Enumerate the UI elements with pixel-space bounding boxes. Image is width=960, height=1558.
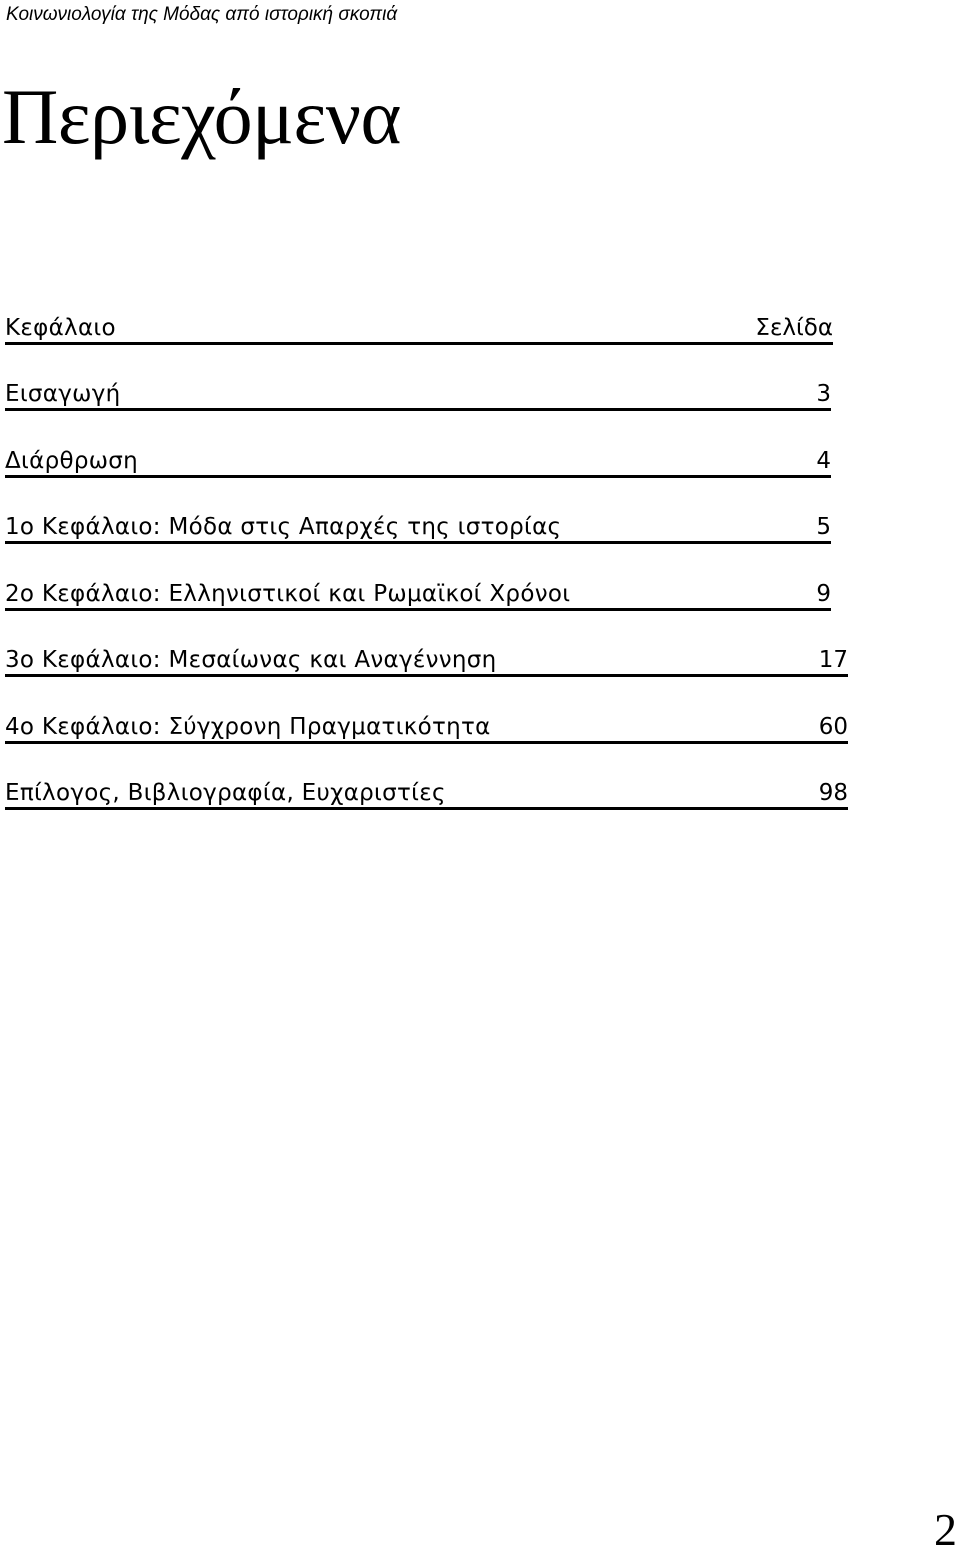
running-header: Κοινωνιολογία της Μόδας από ιστορική σκοπιά <box>6 4 398 25</box>
toc-entry-page: 5 <box>816 514 831 540</box>
toc-entry-label: 3ο Κεφάλαιο: Μεσαίωνας και Αναγέννηση <box>5 647 497 673</box>
toc-entry-label: Εισαγωγή <box>5 381 121 407</box>
toc-column-chapter: Κεφάλαιο <box>5 315 116 341</box>
toc-entry[interactable] <box>5 577 831 611</box>
toc-entry[interactable] <box>5 444 831 478</box>
toc-entry[interactable] <box>5 377 831 411</box>
toc-entry-page: 17 <box>818 647 848 673</box>
toc-entry[interactable] <box>5 510 831 544</box>
toc-header-row <box>5 311 833 345</box>
toc-entry-page: 98 <box>818 780 848 806</box>
toc-entry-label: 2ο Κεφάλαιο: Ελληνιστικοί και Ρωμαϊκοί Χρόνοι <box>5 581 571 607</box>
toc-entry-label: 1ο Κεφάλαιο: Μόδα στις Απαρχές της ιστορίας <box>5 514 562 540</box>
toc-entry-label: 4ο Κεφάλαιο: Σύγχρονη Πραγματικότητα <box>5 714 491 740</box>
toc-entry[interactable] <box>5 776 848 810</box>
toc-entry-label: Επίλογος, Βιβλιογραφία, Ευχαριστίες <box>5 780 446 806</box>
toc-entry-page: 4 <box>816 448 831 474</box>
toc-entry-page: 3 <box>816 381 831 407</box>
toc-column-page: Σελίδα <box>755 315 833 341</box>
page-number: 2 <box>934 1504 957 1555</box>
page-title: Περιεχόμενα <box>2 73 401 160</box>
toc-entry-page: 60 <box>818 714 848 740</box>
toc-entry[interactable] <box>5 710 848 744</box>
toc-entry[interactable] <box>5 643 848 677</box>
toc-entry-label: Διάρθρωση <box>5 448 139 474</box>
toc-entry-page: 9 <box>816 581 831 607</box>
